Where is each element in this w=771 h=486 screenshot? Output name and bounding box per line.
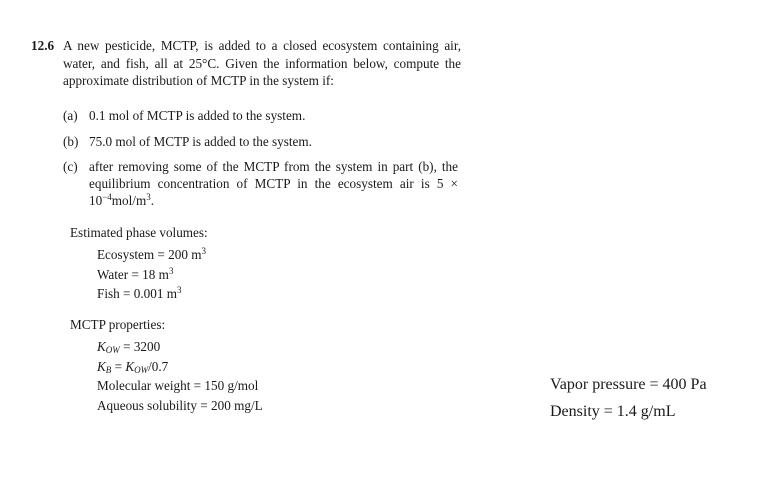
part-a bbox=[63, 107, 458, 125]
phase-volumes-heading: Estimated phase volumes: bbox=[70, 225, 208, 240]
equals: = bbox=[111, 358, 126, 374]
part-label: (a) bbox=[63, 108, 78, 123]
ecosystem-volume: Ecosystem = 200 m bbox=[97, 247, 202, 262]
exponent: 3 bbox=[201, 246, 207, 256]
properties-heading: MCTP properties: bbox=[70, 317, 166, 332]
aqueous-solubility: Aqueous solubility = 200 mg/L bbox=[97, 397, 263, 413]
subscript: OW bbox=[105, 345, 120, 355]
molecular-weight: Molecular weight = 150 g/mol bbox=[97, 378, 259, 393]
properties-list bbox=[97, 337, 263, 415]
list-item bbox=[97, 245, 206, 265]
subscript: OW bbox=[134, 364, 149, 375]
list-item bbox=[97, 265, 206, 285]
extra-properties bbox=[550, 371, 707, 425]
part-label: (b) bbox=[63, 133, 79, 149]
k-symbol: K bbox=[97, 358, 106, 374]
part-text: 0.1 mol of MCTP is added to the system. bbox=[89, 108, 306, 123]
problem-parts bbox=[63, 107, 458, 217]
part-b bbox=[63, 133, 458, 151]
part-text-prefix: after removing some of the MCTP from the system in part (b), the equilibrium concentration of MCTP in the ecosystem air is 5 × 10 bbox=[89, 159, 458, 208]
exponent: −4 bbox=[102, 192, 112, 202]
kow-value: = 3200 bbox=[119, 339, 161, 354]
fish-volume: Fish = 0.001 m bbox=[97, 286, 177, 301]
kb-row bbox=[97, 357, 263, 377]
problem-text: A new pesticide, MCTP, is added to a closed ecosystem containing air, water, and fish, all at 25°C. Given the information below, compute the approximate distribution of MCTP in the system if: bbox=[63, 38, 461, 88]
period: . bbox=[150, 193, 154, 208]
kow-row bbox=[97, 337, 263, 357]
k-symbol: K bbox=[97, 339, 106, 354]
subscript: B bbox=[105, 364, 112, 375]
phase-volumes-list bbox=[97, 245, 206, 304]
list-item bbox=[97, 284, 206, 304]
part-text: 75.0 mol of MCTP is added to the system. bbox=[89, 133, 312, 149]
part-c bbox=[63, 158, 458, 209]
water-volume: Water = 18 m bbox=[97, 266, 169, 282]
kb-divisor: /0.7 bbox=[148, 358, 169, 374]
part-text bbox=[89, 158, 458, 209]
vapor-pressure: Vapor pressure = 400 Pa bbox=[550, 376, 707, 393]
exponent: 3 bbox=[176, 285, 182, 295]
k-symbol: K bbox=[125, 358, 135, 374]
part-label: (c) bbox=[63, 159, 78, 174]
problem-number: 12.6 bbox=[31, 38, 55, 53]
unit-exponent: 3 bbox=[146, 192, 151, 202]
density: Density = 1.4 g/mL bbox=[550, 403, 676, 420]
exponent: 3 bbox=[168, 265, 174, 276]
problem-statement bbox=[31, 37, 461, 90]
unit: mol/m bbox=[111, 193, 147, 208]
